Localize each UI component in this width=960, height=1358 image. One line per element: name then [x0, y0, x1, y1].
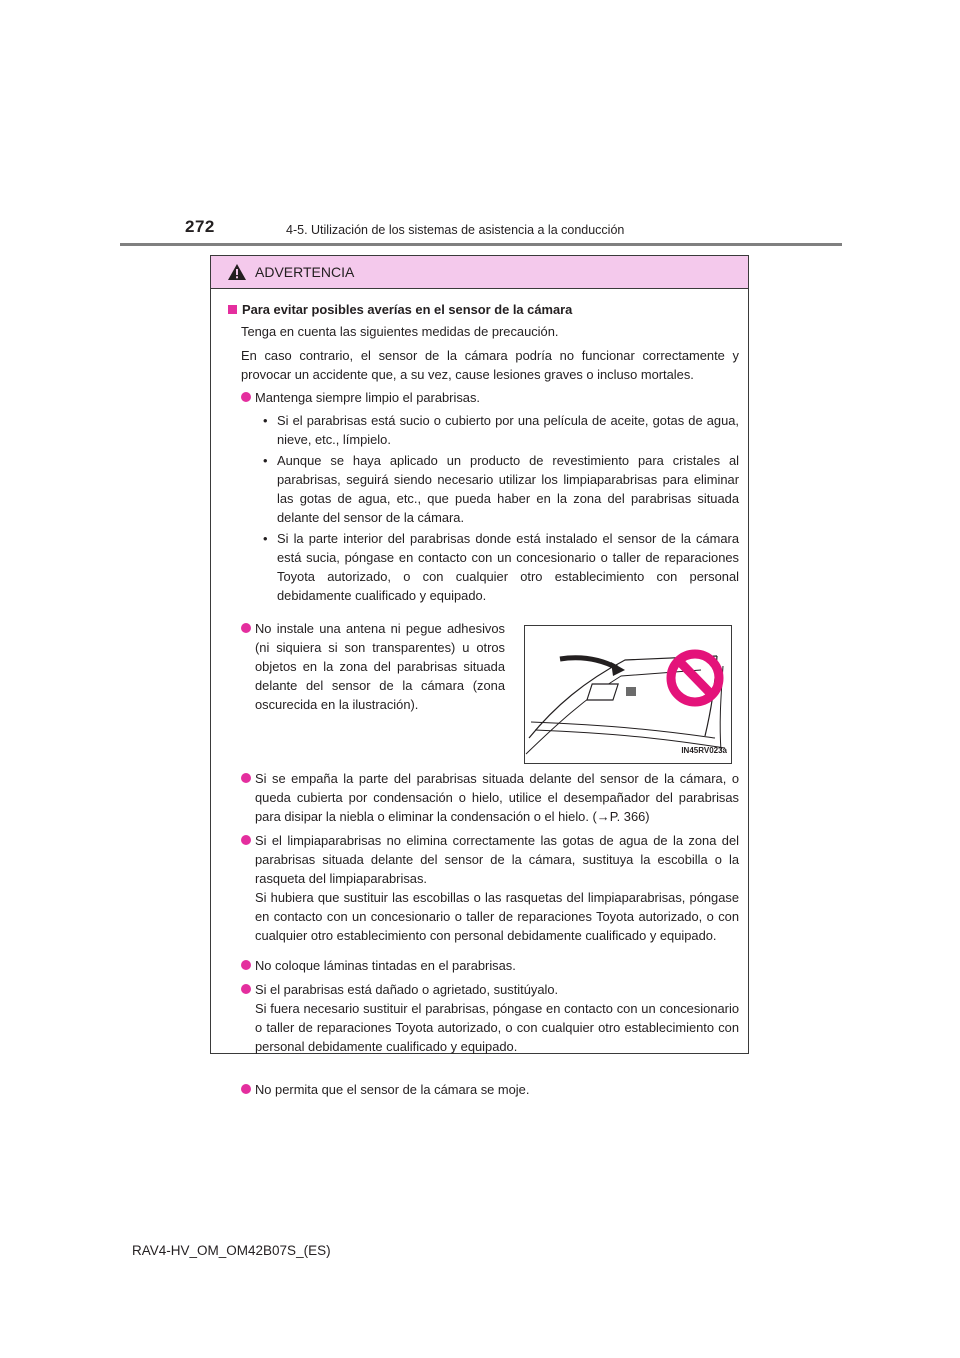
- bullet-dot-icon: [241, 835, 251, 845]
- bullet-item: [241, 769, 739, 826]
- warning-box: [210, 255, 749, 1097]
- square-bullet-icon: [228, 305, 237, 314]
- windshield-illustration: [524, 625, 732, 764]
- warning-title: ADVERTENCIA: [255, 264, 355, 280]
- intro-paragraph-2: En caso contrario, el sensor de la cámara podría no funcionar correctamente y provocar un accidente que, a su vez, cause lesiones graves o incluso mortales.: [241, 348, 739, 382]
- section-title: 4-5. Utilización de los sistemas de asistencia a la conducción: [286, 223, 625, 237]
- document-id: RAV4-HV_OM_OM42B07S_(ES): [132, 1243, 331, 1258]
- bullet-dot-icon: [241, 1084, 251, 1094]
- sub-item-text: Si el parabrisas está sucio o cubierto por una película de aceite, gotas de agua, nieve, etc., límpielo.: [277, 413, 739, 447]
- sub-item-text: Aunque se haya aplicado un producto de revestimiento para cristales al parabrisas, seguirá siendo necesario utilizar los limpiaparabrisas para eliminar las gotas de agua, etc., que pueda haber en la zona del parabrisas situada delante del sensor de la cámara.: [277, 453, 739, 525]
- bullet-item: [241, 388, 739, 407]
- sub-item-mark: •: [263, 453, 268, 468]
- bullet-text: No permita que el sensor de la cámara se moje.: [255, 1082, 530, 1097]
- sub-item-mark: •: [263, 531, 268, 546]
- bullet-text: Si el limpiaparabrisas no elimina correctamente las gotas de agua de la zona del parabrisas situada delante del sensor de la cámara, sustituya la escobilla o la rasqueta del limpiaparabrisas.: [255, 833, 739, 886]
- sub-item-text: Si la parte interior del parabrisas donde está instalado el sensor de la cámara está sucia, póngase en contacto con un concesionario o taller de reparaciones Toyota autorizado, o con cualquier otro establecimiento con personal debidamente cualificado y equipado.: [277, 531, 739, 603]
- bullet-text-continued: Si fuera necesario sustituir el parabrisas, póngase en contacto con un concesionario o taller de reparaciones Toyota autorizado, o con cualquier otro establecimiento con personal debidamente cualificado y equipado.: [255, 1001, 739, 1054]
- bullet-item: [241, 956, 739, 975]
- warning-heading: [228, 300, 736, 319]
- intro-paragraph-1: Tenga en cuenta las siguientes medidas de precaución.: [241, 324, 559, 339]
- bullet-dot-icon: [241, 984, 251, 994]
- bullet-item: [241, 619, 505, 714]
- bullet-text: Mantenga siempre limpio el parabrisas.: [255, 390, 480, 405]
- bullet-item: [241, 831, 739, 945]
- bullet-item: [241, 1080, 739, 1099]
- header-divider: [120, 243, 842, 246]
- bullet-text: No instale una antena ni pegue adhesivos (ni siquiera si son transparentes) u otros objetos en la zona del parabrisas situada delante del sensor de la cámara (zona oscurecida en la ilustración).: [255, 621, 505, 712]
- bullet-text: No coloque láminas tintadas en el parabrisas.: [255, 958, 516, 973]
- bullet-text-continued: Si hubiera que sustituir las escobillas o las rasquetas del limpiaparabrisas, póngase en contacto con un concesionario o taller de reparaciones Toyota autorizado, o con cualquier otro establecimiento con personal debidamente cualificado y equipado.: [255, 890, 739, 943]
- bullet-text: Si se empaña la parte del parabrisas situada delante del sensor de la cámara, o queda cubierta por condensación o hielo, utilice el desempañador del parabrisas para disipar la niebla o eliminar la condensación o el hielo. (→P. 366): [255, 771, 739, 824]
- sub-item: [263, 529, 739, 605]
- bullet-dot-icon: [241, 773, 251, 783]
- bullet-dot-icon: [241, 623, 251, 633]
- page-number: 272: [185, 217, 215, 236]
- sub-item: [263, 451, 739, 527]
- warning-heading-text: Para evitar posibles averías en el sensor de la cámara: [242, 302, 573, 317]
- sub-item-mark: •: [263, 413, 268, 428]
- sub-item: [263, 411, 739, 449]
- bullet-dot-icon: [241, 960, 251, 970]
- warning-triangle-icon: [227, 263, 247, 281]
- bullet-dot-icon: [241, 392, 251, 402]
- warning-header: [211, 256, 748, 289]
- bullet-text: Si el parabrisas está dañado o agrietado, sustitúyalo.: [255, 982, 559, 997]
- bullet-item: [241, 980, 739, 1056]
- figure-code: IN45RV023a: [681, 746, 727, 755]
